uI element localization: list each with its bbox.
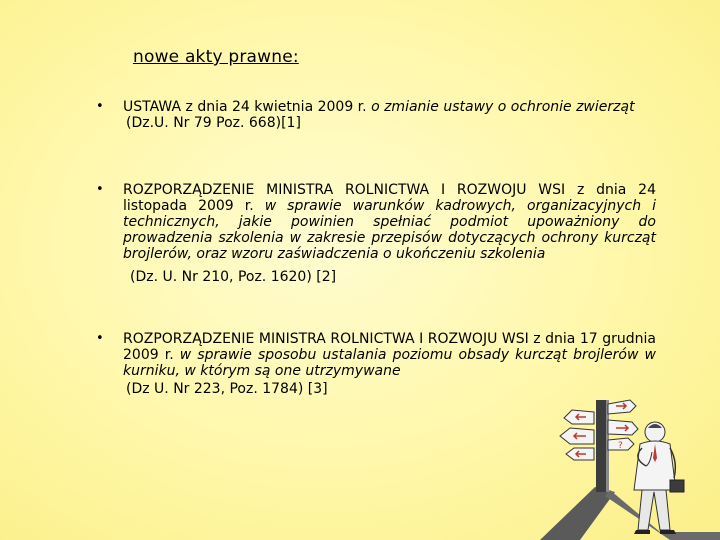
act-reference: (Dz.U. Nr 79 Poz. 668)[1] (126, 115, 301, 131)
question-mark: ? (618, 441, 623, 451)
act-description (123, 331, 656, 397)
businessman-figure (634, 422, 684, 534)
act-reference: (Dz U. Nr 223, Poz. 1784) [3] (126, 381, 328, 397)
act-title: ROZPORZĄDZENIE MINISTRA ROLNICTWA I ROZWOJU WSI z dnia 24 listopada 2009 r. (123, 182, 656, 214)
act-title: ROZPORZĄDZENIE MINISTRA ROLNICTWA I ROZWOJU WSI z dnia 17 grudnia 2009 r. (123, 331, 656, 363)
signpost-businessman-clipart (520, 392, 720, 540)
bullet-icon: • (96, 331, 104, 346)
list-item-act-2 (96, 182, 656, 285)
bullet-icon: • (96, 182, 104, 197)
list-item-act-1 (96, 99, 656, 131)
signpost-pole (596, 400, 606, 492)
act-subject: w sprawie sposobu ustalania poziomu obsady kurcząt brojlerów w kurniku, w którym są one utrzymywane (123, 347, 657, 379)
act-description (123, 99, 656, 131)
list-item-act-3 (96, 331, 656, 397)
bullet-icon: • (96, 99, 104, 114)
act-subject: w sprawie warunków kadrowych, organizacyjnych i technicznych, jakie powinien spełniać podmiot upoważniony do prowadzenia szkolenia w zakresie przepisów dotyczących ochrony kurcząt brojlerów, oraz wzoru zaświadczenia o ukończeniu szkolenia (123, 198, 656, 262)
act-reference: (Dz. U. Nr 210, Poz. 1620) [2] (130, 269, 337, 285)
act-description (123, 182, 656, 285)
slide-heading: nowe akty prawne: (133, 47, 299, 67)
act-title: USTAWA z dnia 24 kwietnia 2009 r. (123, 99, 372, 115)
act-subject: o zmianie ustawy o ochronie zwierząt (371, 99, 635, 115)
signpost-shadow (540, 487, 615, 540)
